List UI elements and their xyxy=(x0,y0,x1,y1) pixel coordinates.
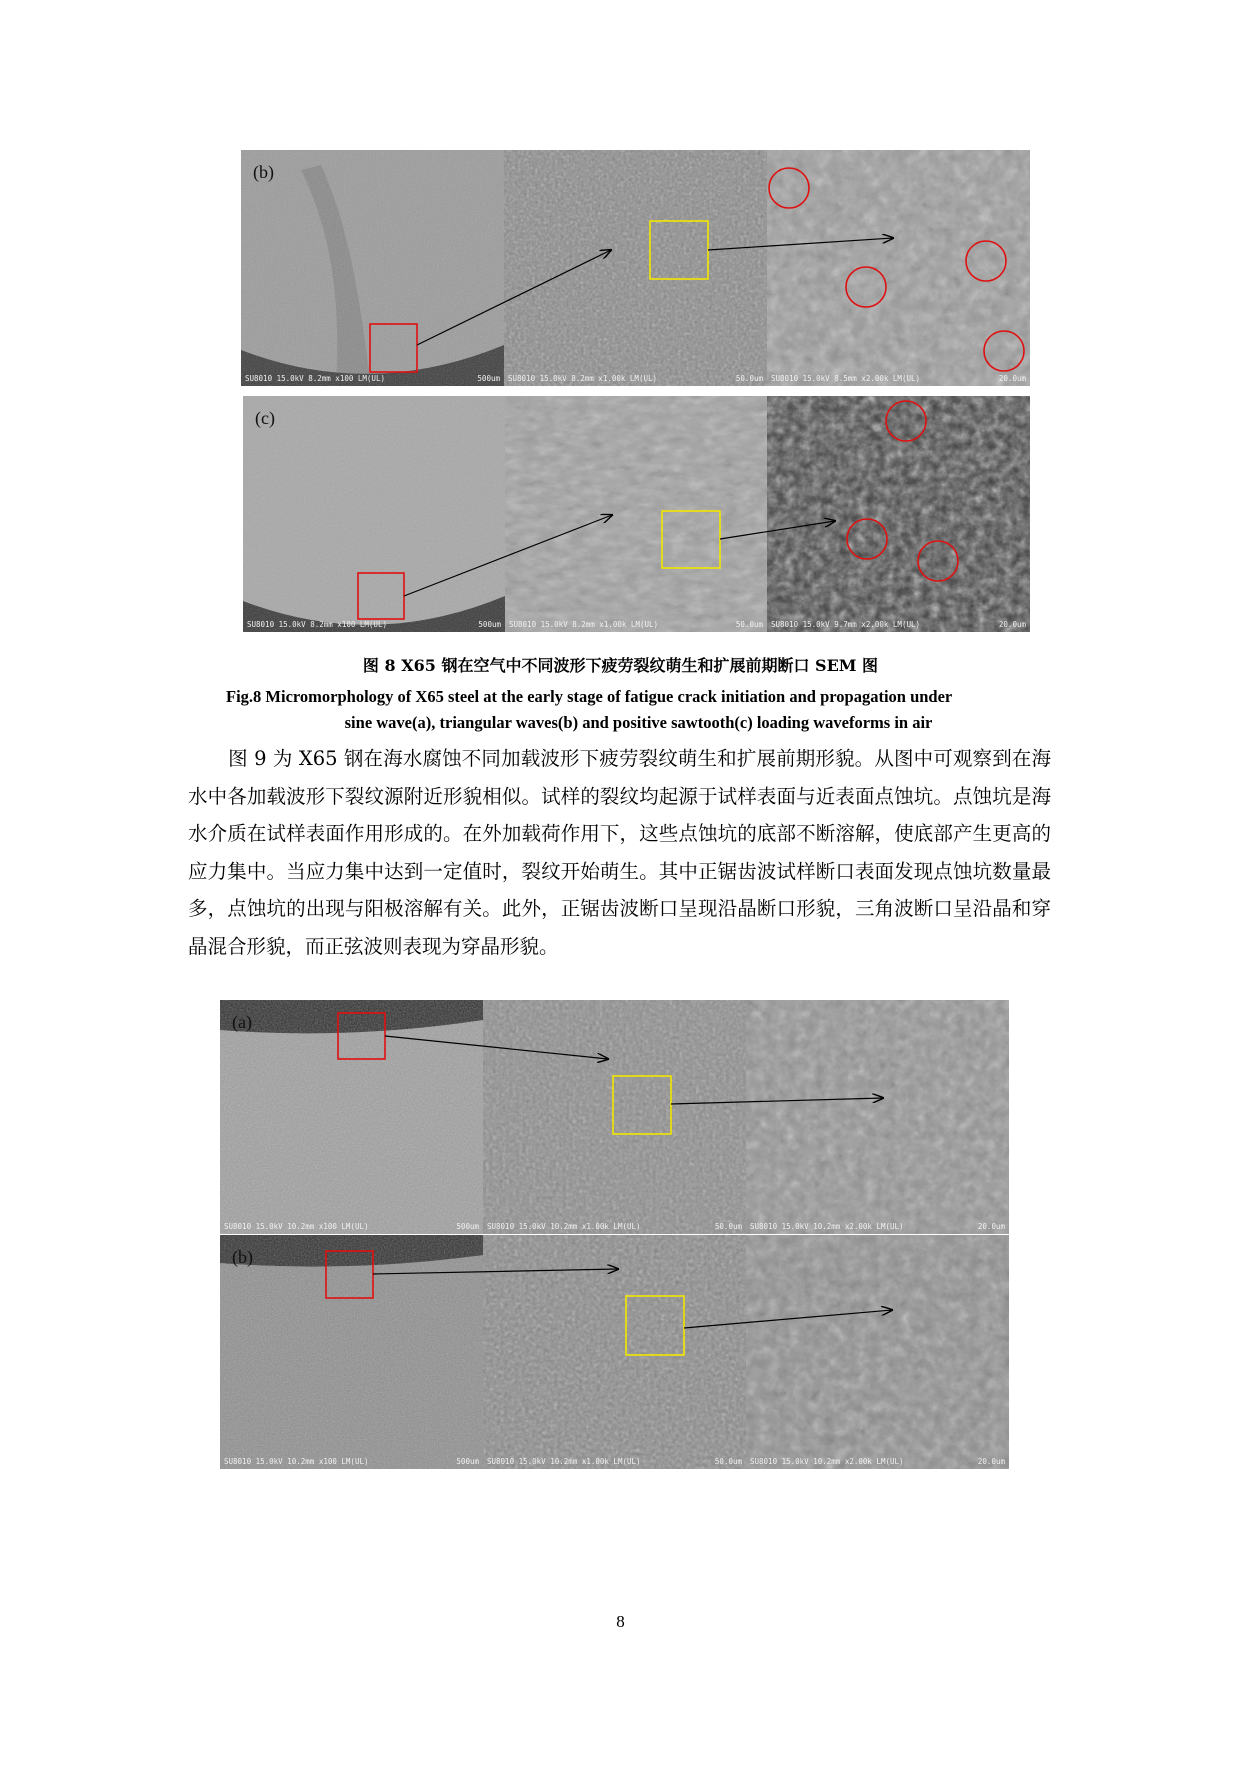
sem-databar: SU8010 15.0kV 8.2mm x100 LM(UL) 500um xyxy=(247,620,501,629)
sem-image-high-mag xyxy=(746,1000,1009,1234)
sem-image-low-mag xyxy=(243,396,505,632)
sem-databar: SU8010 15.0kV 10.2mm x1.00k LM(UL) 50.0um xyxy=(487,1457,742,1466)
figure-8-caption-en xyxy=(226,684,1051,736)
figure-8-row-b xyxy=(241,150,1030,386)
body-paragraph-text: 图 9 为 X65 钢在海水腐蚀不同加载波形下疲劳裂纹萌生和扩展前期形貌。从图中可观察到在海水中各加载波形下裂纹源附近形貌相似。试样的裂纹均起源于试样表面与近表面点蚀坑。点蚀坑是海水介质在试样表面作用形成的。在外加载荷作用下，这些点蚀坑的底部不断溶解，使底部产生更高的应力集中。当应力集中达到一定值时，裂纹开始萌生。其中正锯齿波试样断口表面发现点蚀坑数量最多，点蚀坑的出现与阳极溶解有关。此外，正锯齿波断口呈现沿晶断口形貌，三角波断口呈沿晶和穿晶混合形貌，而正弦波则表现为穿晶形貌。 xyxy=(188,747,1051,958)
panel-label: (b) xyxy=(232,1247,253,1267)
sem-databar: SU8010 15.0kV 8.2mm x100 LM(UL) 500um xyxy=(245,374,500,383)
sem-image-high-mag xyxy=(767,150,1030,386)
sem-image-high-mag xyxy=(746,1235,1009,1469)
sem-databar: SU8010 15.0kV 8.5mm x2.00k LM(UL) 20.0um xyxy=(771,374,1026,383)
figure-9 xyxy=(220,1000,1009,1469)
sem-databar: SU8010 15.0kV 10.2mm x2.00k LM(UL) 20.0um xyxy=(750,1222,1005,1231)
panel-label: (b) xyxy=(253,162,274,182)
sem-databar: SU8010 15.0kV 10.2mm x100 LM(UL) 500um xyxy=(224,1457,479,1466)
sem-image-low-mag xyxy=(241,150,504,386)
figure-8-row-c xyxy=(243,396,1030,632)
figure-9-row-b xyxy=(220,1235,1009,1469)
body-paragraph xyxy=(188,740,1051,965)
figure-8-caption-zh: 图 8 X65 钢在空气中不同波形下疲劳裂纹萌生和扩展前期断口 SEM 图 xyxy=(362,656,879,675)
sem-databar: SU8010 15.0kV 10.2mm x100 LM(UL) 500um xyxy=(224,1222,479,1231)
sem-image-low-mag xyxy=(220,1000,483,1234)
sem-image-mid-mag xyxy=(504,150,767,386)
sem-databar: SU8010 15.0kV 8.2mm x1.00k LM(UL) 50.0um xyxy=(508,374,763,383)
panel-label: (c) xyxy=(255,408,275,428)
page-number: 8 xyxy=(616,1612,625,1631)
figure-9-row-a xyxy=(220,1000,1009,1234)
sem-databar: SU8010 15.0kV 8.2mm x1.00k LM(UL) 50.0um xyxy=(509,620,763,629)
panel-label: (a) xyxy=(232,1012,252,1032)
sem-image-mid-mag xyxy=(483,1000,746,1234)
sem-image-mid-mag xyxy=(483,1235,746,1469)
sem-databar: SU8010 15.0kV 10.2mm x1.00k LM(UL) 50.0um xyxy=(487,1222,742,1231)
sem-image-mid-mag xyxy=(505,396,767,632)
figure-8 xyxy=(241,150,1030,632)
sem-databar: SU8010 15.0kV 9.7mm x2.00k LM(UL) 20.0um xyxy=(771,620,1026,629)
sem-databar: SU8010 15.0kV 10.2mm x2.00k LM(UL) 20.0um xyxy=(750,1457,1005,1466)
caption-en-line-2: sine wave(a), triangular waves(b) and positive sawtooth(c) loading waveforms in air xyxy=(344,713,933,732)
caption-en-line-1: Fig.8 Micromorphology of X65 steel at the early stage of fatigue crack initiation and propagation under xyxy=(226,687,953,706)
sem-image-high-mag xyxy=(767,396,1030,632)
sem-image-low-mag xyxy=(220,1235,483,1469)
